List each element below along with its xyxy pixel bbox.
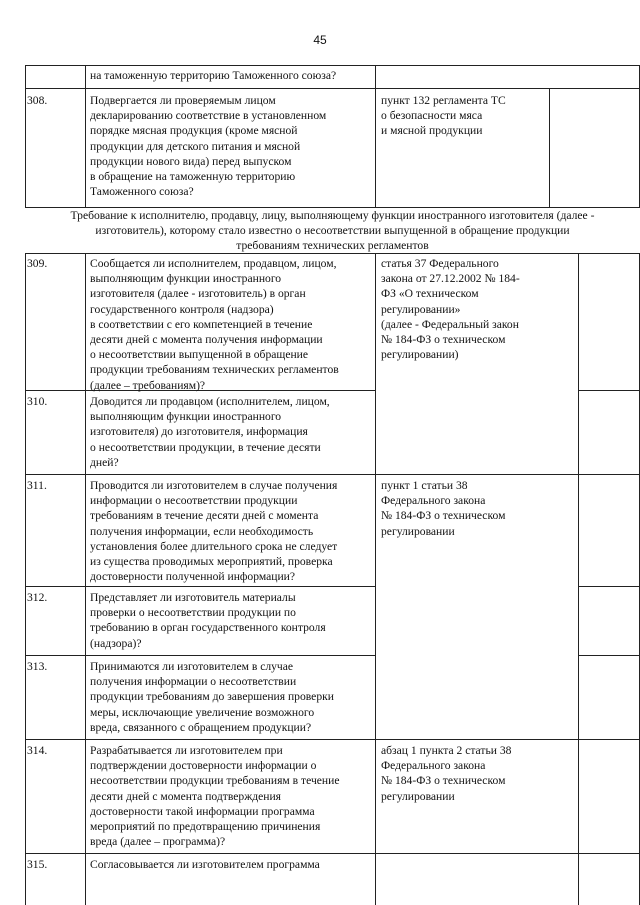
row-number: 311.: [27, 479, 47, 492]
row-number: 314.: [27, 744, 48, 757]
row-number: 315.: [27, 858, 48, 871]
row-question: Принимаются ли изготовителем в случае получения информации о несоответствии продукции требованиям до завершения проверки меры, исключающие увеличение возможного вреда, связанного с обращением продукции?: [90, 660, 334, 734]
row-question: Разрабатывается ли изготовителем при подтверждении достоверности информации о несоответствии продукции требованиям в течение десяти дней с момента подтверждения достоверности такой информации программа мероприятий по предотвращению причинения вреда (далее – программа)?: [90, 744, 340, 849]
row-number: 309.: [27, 257, 48, 270]
section-heading: Требование к исполнителю, продавцу, лицу, выполняющему функции иностранного изготовителя (далее - изготовитель), которому стало известно о несоответствии выпущенной в обращение продукции требованиям технических регламентов: [70, 209, 595, 252]
row-basis: пункт 132 регламента ТС о безопасности мяса и мясной продукции: [381, 94, 506, 138]
row-question: на таможенную территорию Таможенного союза?: [90, 69, 337, 82]
row-question: Представляет ли изготовитель материалы проверки о несоответствии продукции по требованию в орган государственного контроля (надзора)?: [90, 591, 326, 650]
row-question: Доводится ли продавцом (исполнителем, лицом, выполняющим функции иностранного изготовителя) до изготовителя, информация о несоответствии продукции, в течение десяти дней?: [90, 395, 330, 469]
row-basis: статья 37 Федерального закона от 27.12.2002 № 184- ФЗ «О техническом регулировании» (далее - Федеральный закон № 184-ФЗ о техническом регулировании): [381, 257, 520, 362]
row-number: 313.: [27, 660, 48, 673]
row-question: Согласовывается ли изготовителем программа: [90, 858, 320, 871]
page-number: 45: [313, 33, 327, 47]
row-basis: абзац 1 пункта 2 статьи 38 Федерального закона № 184-ФЗ о техническом регулировании: [381, 744, 512, 803]
row-question: Подвергается ли проверяемым лицом декларированию соответствие в установленном порядке мясная продукция (кроме мясной продукции для детского питания и мясной продукции нового вида) перед выпуском в обращение на таможенную территорию Таможенного союза?: [90, 94, 327, 199]
row-number: 312.: [27, 591, 48, 604]
row-number: 310.: [27, 395, 48, 408]
row-basis: пункт 1 статьи 38 Федерального закона № 184-ФЗ о техническом регулировании: [381, 479, 506, 538]
row-question: Проводится ли изготовителем в случае получения информации о несоответствии продукции требованиям в течение десяти дней с момента получения информации, если необходимость установления более длительного срока не следует из существа проводимых мероприятий, проверка достоверности полученной информации?: [90, 479, 338, 584]
row-question: Сообщается ли исполнителем, продавцом, лицом, выполняющим функции иностранного изготовителя (далее - изготовитель) в орган государственного контроля (надзора) в соответствии с его компетенцией в течение десяти дней с момента получения информации о несоответствии выпущенной в обращение продукции требованиям технических регламентов (далее – требованиям)?: [90, 257, 339, 392]
row-number: 308.: [27, 94, 48, 107]
